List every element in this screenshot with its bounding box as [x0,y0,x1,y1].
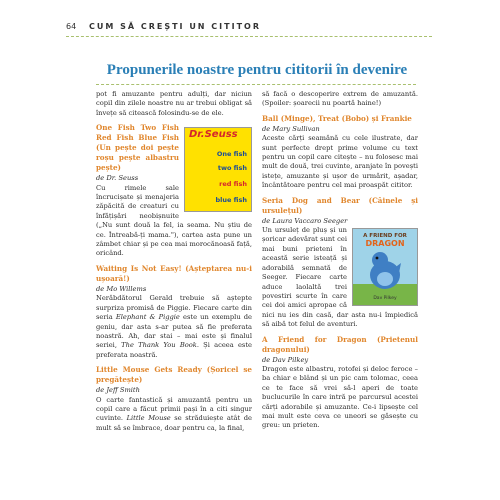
cover-dragon [352,228,418,306]
right-column [262,90,418,431]
page-number: 64 [66,22,77,31]
left-column [96,90,252,433]
book-author-seuss: de Dr. Seuss [96,174,139,183]
header-rule [66,36,432,37]
book-text-ball: Aceste cărți seamănă cu cele ilustrate, dar sunt perfecte drept prime volume cu text pentru un copil care citește – nu folosesc mai mult de două, trei cuvinte, aranjate în povești istețe, amuzante și ușor de urmărit, așadar, încântătoare pentru cel mai proaspăt cititor. [262,134,418,190]
section-title: Propunerile noastre pentru cititorii în devenire [106,62,408,78]
running-title: CUM SĂ CREȘTI UN CITITOR [88,22,261,31]
cover-title: DRAGON [365,239,405,249]
book-title-waiting: Waiting Is Not Easy! (Așteptarea nu-i ușoară!) [96,263,252,283]
left-intro: pot fi amuzante pentru adulți, dar niciun copil din zilele noastre nu ar trebui obligat să învețe să citească folosindu-se de ele. [96,90,252,117]
cover-author: Dav Pilkey [373,295,397,301]
book-title-dragon: A Friend for Dragon (Prietenul dragonului) [262,334,418,354]
dragon-cover-image [352,228,418,306]
book-author-willems: de Mo Willems [96,284,147,293]
one-fish-cover-image [184,127,252,212]
book-author-seeger: de Laura Vaccaro Seeger [262,216,348,225]
title-rule [96,84,416,85]
cover-line: two fish [217,164,247,173]
cover-line: One fish [216,150,247,159]
book-text-waiting: Nerăbdătorul Gerald trebuie să aștepte surpriza promisă de Piggie. Fiecare carte din seria Elephant & Piggie este un exemplu de geniu, dar asta s-ar putea să fie preferata noastră. Ah, dar stai – mai este și finalul seriei, The Thank You Book. Și aceea este preferata noastră. [96,294,252,359]
book-text-dragon: Dragon este albastru, rotofei și deloc feroce – ba chiar e blând și un pic cam tolomac, ceea ce te face să vrei să-l aperi de toate bucluсurile în care intră pe parcursul acestei cărți adorabile și amuzante. Ce-i lipsește cel mai mult este ceva ce uneori se găsește cu greu: un prieten. [262,364,418,430]
book-author-pilkey: de Dav Pilkey [262,355,309,364]
book-author-smith: de Jeff Smith [96,386,140,395]
cover-brand: Dr.Seuss [189,129,238,141]
book-text-one-fish: Cu rimele sale încrucișate și menajeria zăpăcită de creaturi cu înfățișări neobișnuite („Nu sunt două la fel, ia seama. Nu știu de ce. Întreabă-ți mama."), cartea asta pune un zâmbet chiar și pe cea mai morocănoasă față, oricând. [96,183,252,258]
cover-top: A FRIEND FOR [363,233,407,240]
book-text-dog-bear: Un ursuleț de pluș și un șoricar adevărat sunt cei mai buni prieteni în această serie isteață și adorabilă semnată de Seeger. Fiecare carte aduce laolaltă trei povestiri scurte în care cei doi amici apropae că nici nu ies din casă, dar asta nu-i împiedică să aibă tot felul de aventuri. [262,226,418,329]
book-title-ball: Ball (Minge), Treat (Bobo) și Frankie [262,113,412,123]
cover-line: red fish [219,180,247,189]
book-text-little-mouse: O carte fantastică și amuzantă pentru un copil care a făcut primii pași în a citi singur cuvinte. Little Mouse se străduiește atât de mult să se îmbrace, doar pentru ca, la final, [96,395,252,432]
book-author-sullivan: de Mary Sullivan [262,124,320,133]
book-title-little-mouse: Little Mouse Gets Ready (Șoricel se pregătește) [96,365,252,385]
cover-line: blue fish [215,196,247,205]
running-header [66,22,261,31]
book-title-one-fish: One Fish Two Fish Red Fish Blue Fish (Un pește doi pește roșu pește albastru pește) [96,123,179,173]
book-title-dog-bear: Seria Dog and Bear (Câinele și ursulețul) [262,195,418,215]
right-intro: să facă o descoperire extrem de amuzantă. (Spoiler: șoarecii nu poartă haine!) [262,90,418,108]
cover-one-fish [184,127,252,212]
